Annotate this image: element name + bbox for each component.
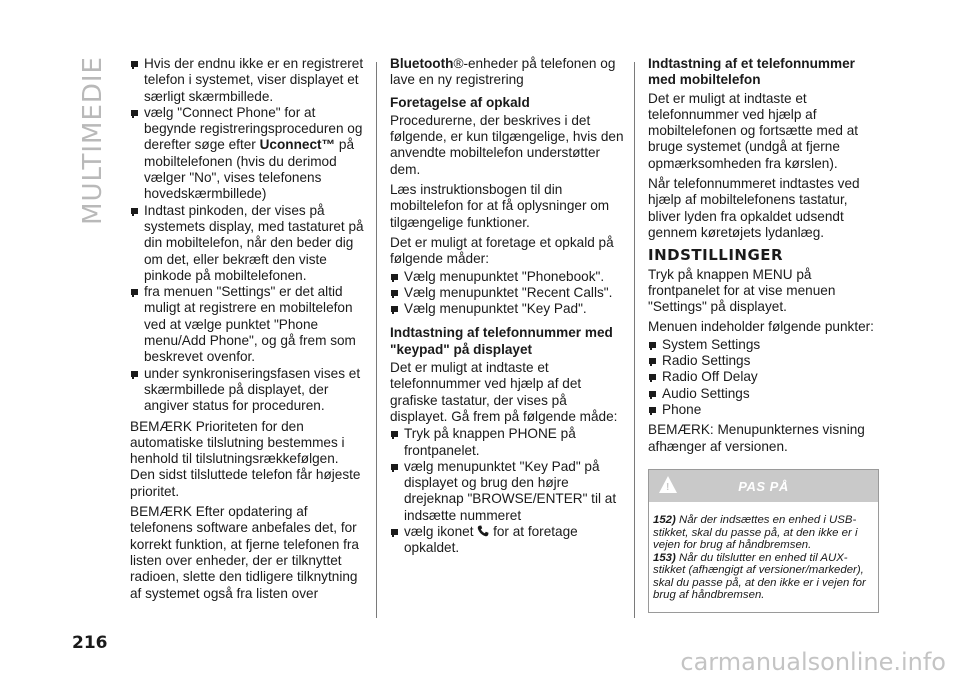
watermark: carmanualsonline.info xyxy=(680,648,946,676)
list-item-text: Phone xyxy=(662,401,702,417)
list-item xyxy=(390,459,624,524)
list-item-text: Vælg menupunktet "Key Pad". xyxy=(404,301,587,317)
paragraph: Menuen indeholder følgende punkter: xyxy=(648,319,874,335)
list-item-text: vælg menupunktet "Key Pad" på displayet og brug den højre drejeknap "BROWSE/ENTER" til at indsætte nummeret xyxy=(404,458,617,523)
bullet-icon xyxy=(130,284,144,300)
paragraph: Tryk på knappen MENU på frontpanelet for at vise menuen "Settings" på displayet. xyxy=(648,266,836,315)
list-item-text: Radio Settings xyxy=(662,353,751,369)
column-3 xyxy=(648,56,880,459)
paragraph: Når telefonnummeret indtastes ved hjælp af mobiltelefonens tastatur, bliver lyden fra opkaldet udsendt gennem køretøjets lydanlæg. xyxy=(648,176,860,240)
column-divider xyxy=(634,62,635,618)
list-item xyxy=(130,203,366,284)
bullet-icon xyxy=(130,203,144,219)
paragraph: Procedurerne, der beskrives i det følgende, er kun tilgængelige, hvis den anvendte mobiltelefon understøtter dem. xyxy=(390,112,624,177)
section-heading-major: INDSTILLINGER xyxy=(648,246,784,265)
bullet-icon xyxy=(648,402,662,418)
brand-name: Uconnect™ xyxy=(259,137,336,153)
bullet-icon xyxy=(648,353,662,369)
bullet-icon xyxy=(390,426,404,442)
bullet-icon xyxy=(390,459,404,475)
phone-call-icon xyxy=(477,525,489,537)
bullet-icon xyxy=(648,337,662,353)
warning-header xyxy=(649,470,878,502)
note-paragraph: BEMÆRK: Menupunkternes visning afhænger af versionen. xyxy=(648,422,865,454)
list-item xyxy=(390,524,624,557)
list-item-text: Audio Settings xyxy=(662,385,750,401)
list-item xyxy=(648,402,880,418)
bullet-icon xyxy=(130,56,144,72)
list-item xyxy=(390,426,624,459)
list-item xyxy=(130,284,366,365)
bullet-icon xyxy=(390,285,404,301)
section-heading: Foretagelse af opkald xyxy=(390,94,530,110)
list-item xyxy=(648,386,880,402)
list-item xyxy=(130,56,366,105)
list-item xyxy=(648,353,880,369)
list-item-text: vælg "Connect Phone" for at begynde registreringsproceduren og derefter søge efter Uconnect™ på mobiltelefonen (hvis du derimod vælger "No", vises telefonens hovedskærmbillede) xyxy=(144,104,363,202)
section-title: MULTIMEDIE xyxy=(78,56,108,225)
list-item xyxy=(390,285,624,301)
exclamation-icon: ! xyxy=(666,482,670,493)
section-heading: Indtastning af et telefonnummer med mobiltelefon xyxy=(648,56,855,88)
list-item-text: Vælg menupunktet "Recent Calls". xyxy=(404,284,613,300)
list-item-text: Vælg menupunktet "Phonebook". xyxy=(404,268,605,284)
list-item xyxy=(390,269,624,285)
list-item-text: vælg ikonet for at foretage opkaldet. xyxy=(404,524,578,556)
list-item xyxy=(648,369,880,385)
paragraph: Det er muligt at indtaste et telefonnummer ved hjælp af det grafiske tastatur, der vises på displayet. Gå frem på følgende måde: xyxy=(390,360,618,424)
bullet-icon xyxy=(390,524,404,540)
column-divider xyxy=(376,62,377,618)
list-item-text: Hvis der endnu ikke er en registreret telefon i systemet, viser displayet et særligt skærmbillede. xyxy=(144,56,364,104)
list-item-text: fra menuen "Settings" er det altid muligt at registrere en mobiltelefon ved at vælge punktet "Phone menu/Add Phone", og gå frem som beskrevet ovenfor. xyxy=(144,284,356,365)
warning-box xyxy=(648,469,879,613)
section-heading: Indtastning af telefonnummer med "keypad" på displayet xyxy=(390,325,613,357)
bullet-icon xyxy=(130,105,144,121)
note-paragraph: BEMÆRK Prioriteten for den automatiske tilslutning bestemmes i henhold til tilslutningsrækkefølgen. Den sidst tilsluttede telefon får højeste prioritet. xyxy=(130,418,361,499)
list-item-text: System Settings xyxy=(662,336,761,352)
warning-title: PAS PÅ xyxy=(738,479,789,494)
bullet-icon xyxy=(130,366,144,382)
column-2 xyxy=(390,56,624,557)
bullet-icon xyxy=(390,301,404,317)
list-item-text: under synkroniseringsfasen vises et skærmbillede på displayet, der angiver status for proceduren. xyxy=(144,365,361,414)
list-item xyxy=(648,337,880,353)
list-item-text: Tryk på knappen PHONE på frontpanelet. xyxy=(404,426,576,458)
paragraph: Læs instruktionsbogen til din mobiltelefon for at få oplysninger om tilgængelige funktioner. xyxy=(390,182,610,230)
bullet-icon xyxy=(648,386,662,402)
list-item-text: Radio Off Delay xyxy=(662,369,758,385)
note-paragraph: BEMÆRK Efter opdatering af telefonens software anbefales det, for korrekt funktion, at fjerne telefonen fra listen over enheder, der er tilknyttet radioen, slette den tidligere tilknytning af systemet også fra listen over xyxy=(130,504,359,601)
warning-body xyxy=(649,502,878,602)
paragraph: Bluetooth®-enheder på telefonen og lave en ny registrering xyxy=(390,56,616,88)
column-1 xyxy=(130,56,366,606)
paragraph: Det er muligt at foretage et opkald på følgende måder: xyxy=(390,234,614,267)
list-item xyxy=(390,301,624,317)
page-number: 216 xyxy=(72,633,108,653)
warning-note: 152) Når der indsættes en enhed i USB-stikket, skal du passe på, at den ikke er i vejen for brug af håndbremsen. xyxy=(653,514,858,551)
list-item-text: Indtast pinkoden, der vises på systemets display, med tastaturet på din mobiltelefon, når den beder dig om det, eller bekræft den viste pinkode på mobiltelefonen. xyxy=(144,202,364,283)
list-item xyxy=(130,366,366,415)
paragraph: Det er muligt at indtaste et telefonnummer ved hjælp af mobiltelefonen og fortsætte med at bruge systemet (undgå at fjerne opmærksomheden fra kørslen). xyxy=(648,90,859,171)
warning-note: 153) Når du tilslutter en enhed til AUX-stikket (afhængigt af versioner/markeder), skal du passe på, at den ikke er i vejen for brug af håndbremsen. xyxy=(653,551,866,601)
bullet-icon xyxy=(390,269,404,285)
bullet-icon xyxy=(648,369,662,385)
list-item xyxy=(130,105,366,203)
